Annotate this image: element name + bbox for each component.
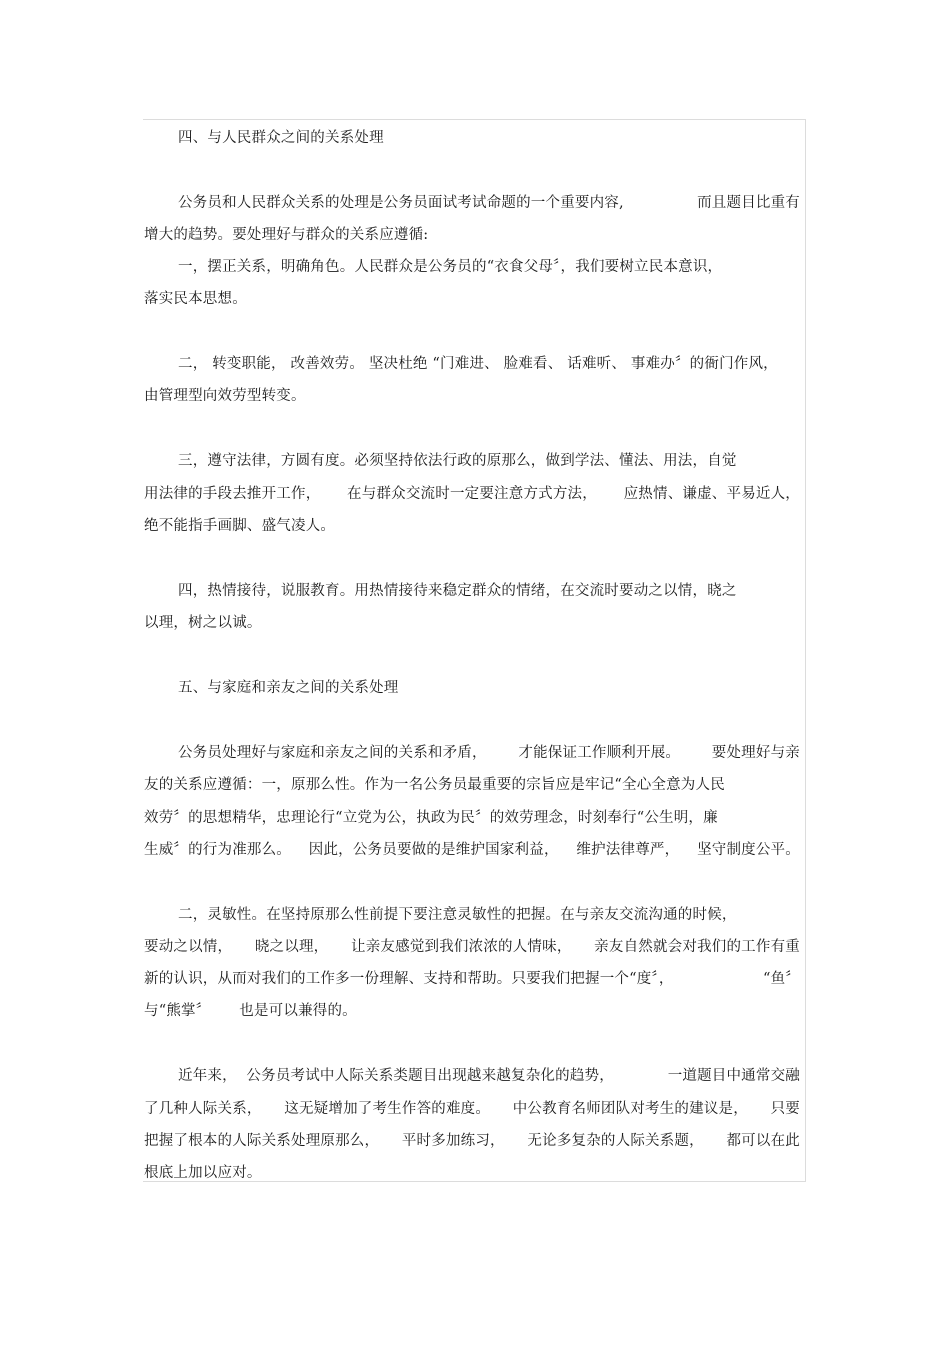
paragraph-line [144, 841, 800, 859]
paragraph-line: 效劳〞的思想精华，忠理论行“立党为公，执政为民〞的效劳理念，时刻奉行“公生明，廉 [144, 810, 718, 826]
paragraph-line: 与“熊掌〞 也是可以兼得的。 [144, 1003, 357, 1019]
text-segment: 近年来， 公务员考试中人际关系类题目出现越来越复杂化的趋势， [178, 1068, 614, 1084]
text-segment: 应热情、谦虚、平易近人， [623, 486, 800, 502]
text-segment: 了几种人际关系， [144, 1101, 262, 1117]
text-segment: 平时多加练习， [401, 1133, 505, 1149]
page-frame [143, 119, 806, 1182]
paragraph-line: 友的关系应遵循：一，原那么性。作为一名公务员最重要的宗旨应是牢记“全心全意为人民 [144, 777, 725, 793]
text-segment: 公务员和人民群众关系的处理是公务员面试考试命题的一个重要内容, [178, 195, 624, 211]
text-segment: 要动之以情， [144, 939, 233, 955]
paragraph-line [144, 485, 800, 503]
text-segment: 把握了根本的人际关系处理原那么， [144, 1133, 380, 1149]
text-segment: 新的认识，从而对我们的工作多一份理解、支持和帮助。只要我们把握一个“度〞， [144, 971, 674, 987]
text-segment: 才能保证工作顺利开展。 [518, 745, 681, 761]
text-segment: 只要 [770, 1101, 800, 1117]
paragraph-line: 二，灵敏性。在坚持原那么性前提下要注意灵敏性的把握。在与亲友交流沟通的时候， [178, 907, 737, 923]
section-heading-4: 四、与人民群众之间的关系处理 [178, 130, 384, 146]
text-segment: 生威〞的行为准那么。 [144, 842, 291, 858]
text-segment: 要处理好与亲 [711, 745, 800, 761]
paragraph-line: 以理，树之以诚。 [144, 615, 262, 631]
paragraph-line: 由管理型向效劳型转变。 [144, 388, 306, 404]
text-segment: 无论多复杂的人际关系题， [527, 1133, 704, 1149]
text-segment: 坚守制度公平。 [697, 842, 800, 858]
text-segment: 用法律的手段去推开工作， [144, 486, 321, 502]
paragraph-line: 根底上加以应对。 [144, 1165, 262, 1181]
text-segment: 晓之以理， [254, 939, 329, 955]
paragraph-line: 二， 转变职能， 改善效劳。 坚决杜绝 “门难进、 脸难看、 话难听、 事难办〞的衙门作风， [178, 356, 778, 372]
paragraph-line [144, 1100, 800, 1118]
section-heading-5: 五、与家庭和亲友之间的关系处理 [178, 680, 399, 696]
paragraph-line [144, 970, 800, 988]
text-segment: 因此，公务员要做的是维护国家利益， [308, 842, 559, 858]
text-segment: 都可以在此 [726, 1133, 800, 1149]
text-segment: 维护法律尊严， [576, 842, 680, 858]
text-segment: 亲友自然就会对我们的工作有重 [594, 939, 800, 955]
paragraph-line: 落实民本思想。 [144, 291, 247, 307]
text-segment: 而且题目比重有 [697, 195, 800, 211]
text-segment: 在与群众交流时一定要注意方式方法， [347, 486, 597, 502]
paragraph-line [144, 1132, 800, 1150]
text-segment: “鱼〞 [762, 971, 800, 987]
text-segment: 中公教育名师团队对考生的建议是， [512, 1101, 748, 1117]
text-segment: 让亲友感觉到我们浓浓的人情味， [351, 939, 572, 955]
text-segment: 公务员处理好与家庭和亲友之间的关系和矛盾， [178, 745, 487, 761]
paragraph-line: 四，热情接待，说服教育。用热情接待来稳定群众的情绪，在交流时要动之以情，晓之 [178, 583, 737, 599]
text-segment: 一道题目中通常交融 [667, 1068, 800, 1084]
paragraph-line [144, 938, 800, 956]
paragraph-line [178, 744, 800, 762]
text-segment: 这无疑增加了考生作答的难度。 [284, 1101, 491, 1117]
paragraph-line: 三，遵守法律，方圆有度。必须坚持依法行政的原那么，做到学法、懂法、用法，自觉 [178, 453, 737, 469]
paragraph-line [178, 1067, 800, 1085]
paragraph-line: 增大的趋势。要处理好与群众的关系应遵循: [144, 227, 429, 243]
paragraph-line: 一，摆正关系，明确角色。人民群众是公务员的“衣食父母〞，我们要树立民本意识， [178, 259, 723, 275]
paragraph-line: 绝不能指手画脚、盛气凌人。 [144, 518, 336, 534]
paragraph-line [178, 194, 800, 212]
